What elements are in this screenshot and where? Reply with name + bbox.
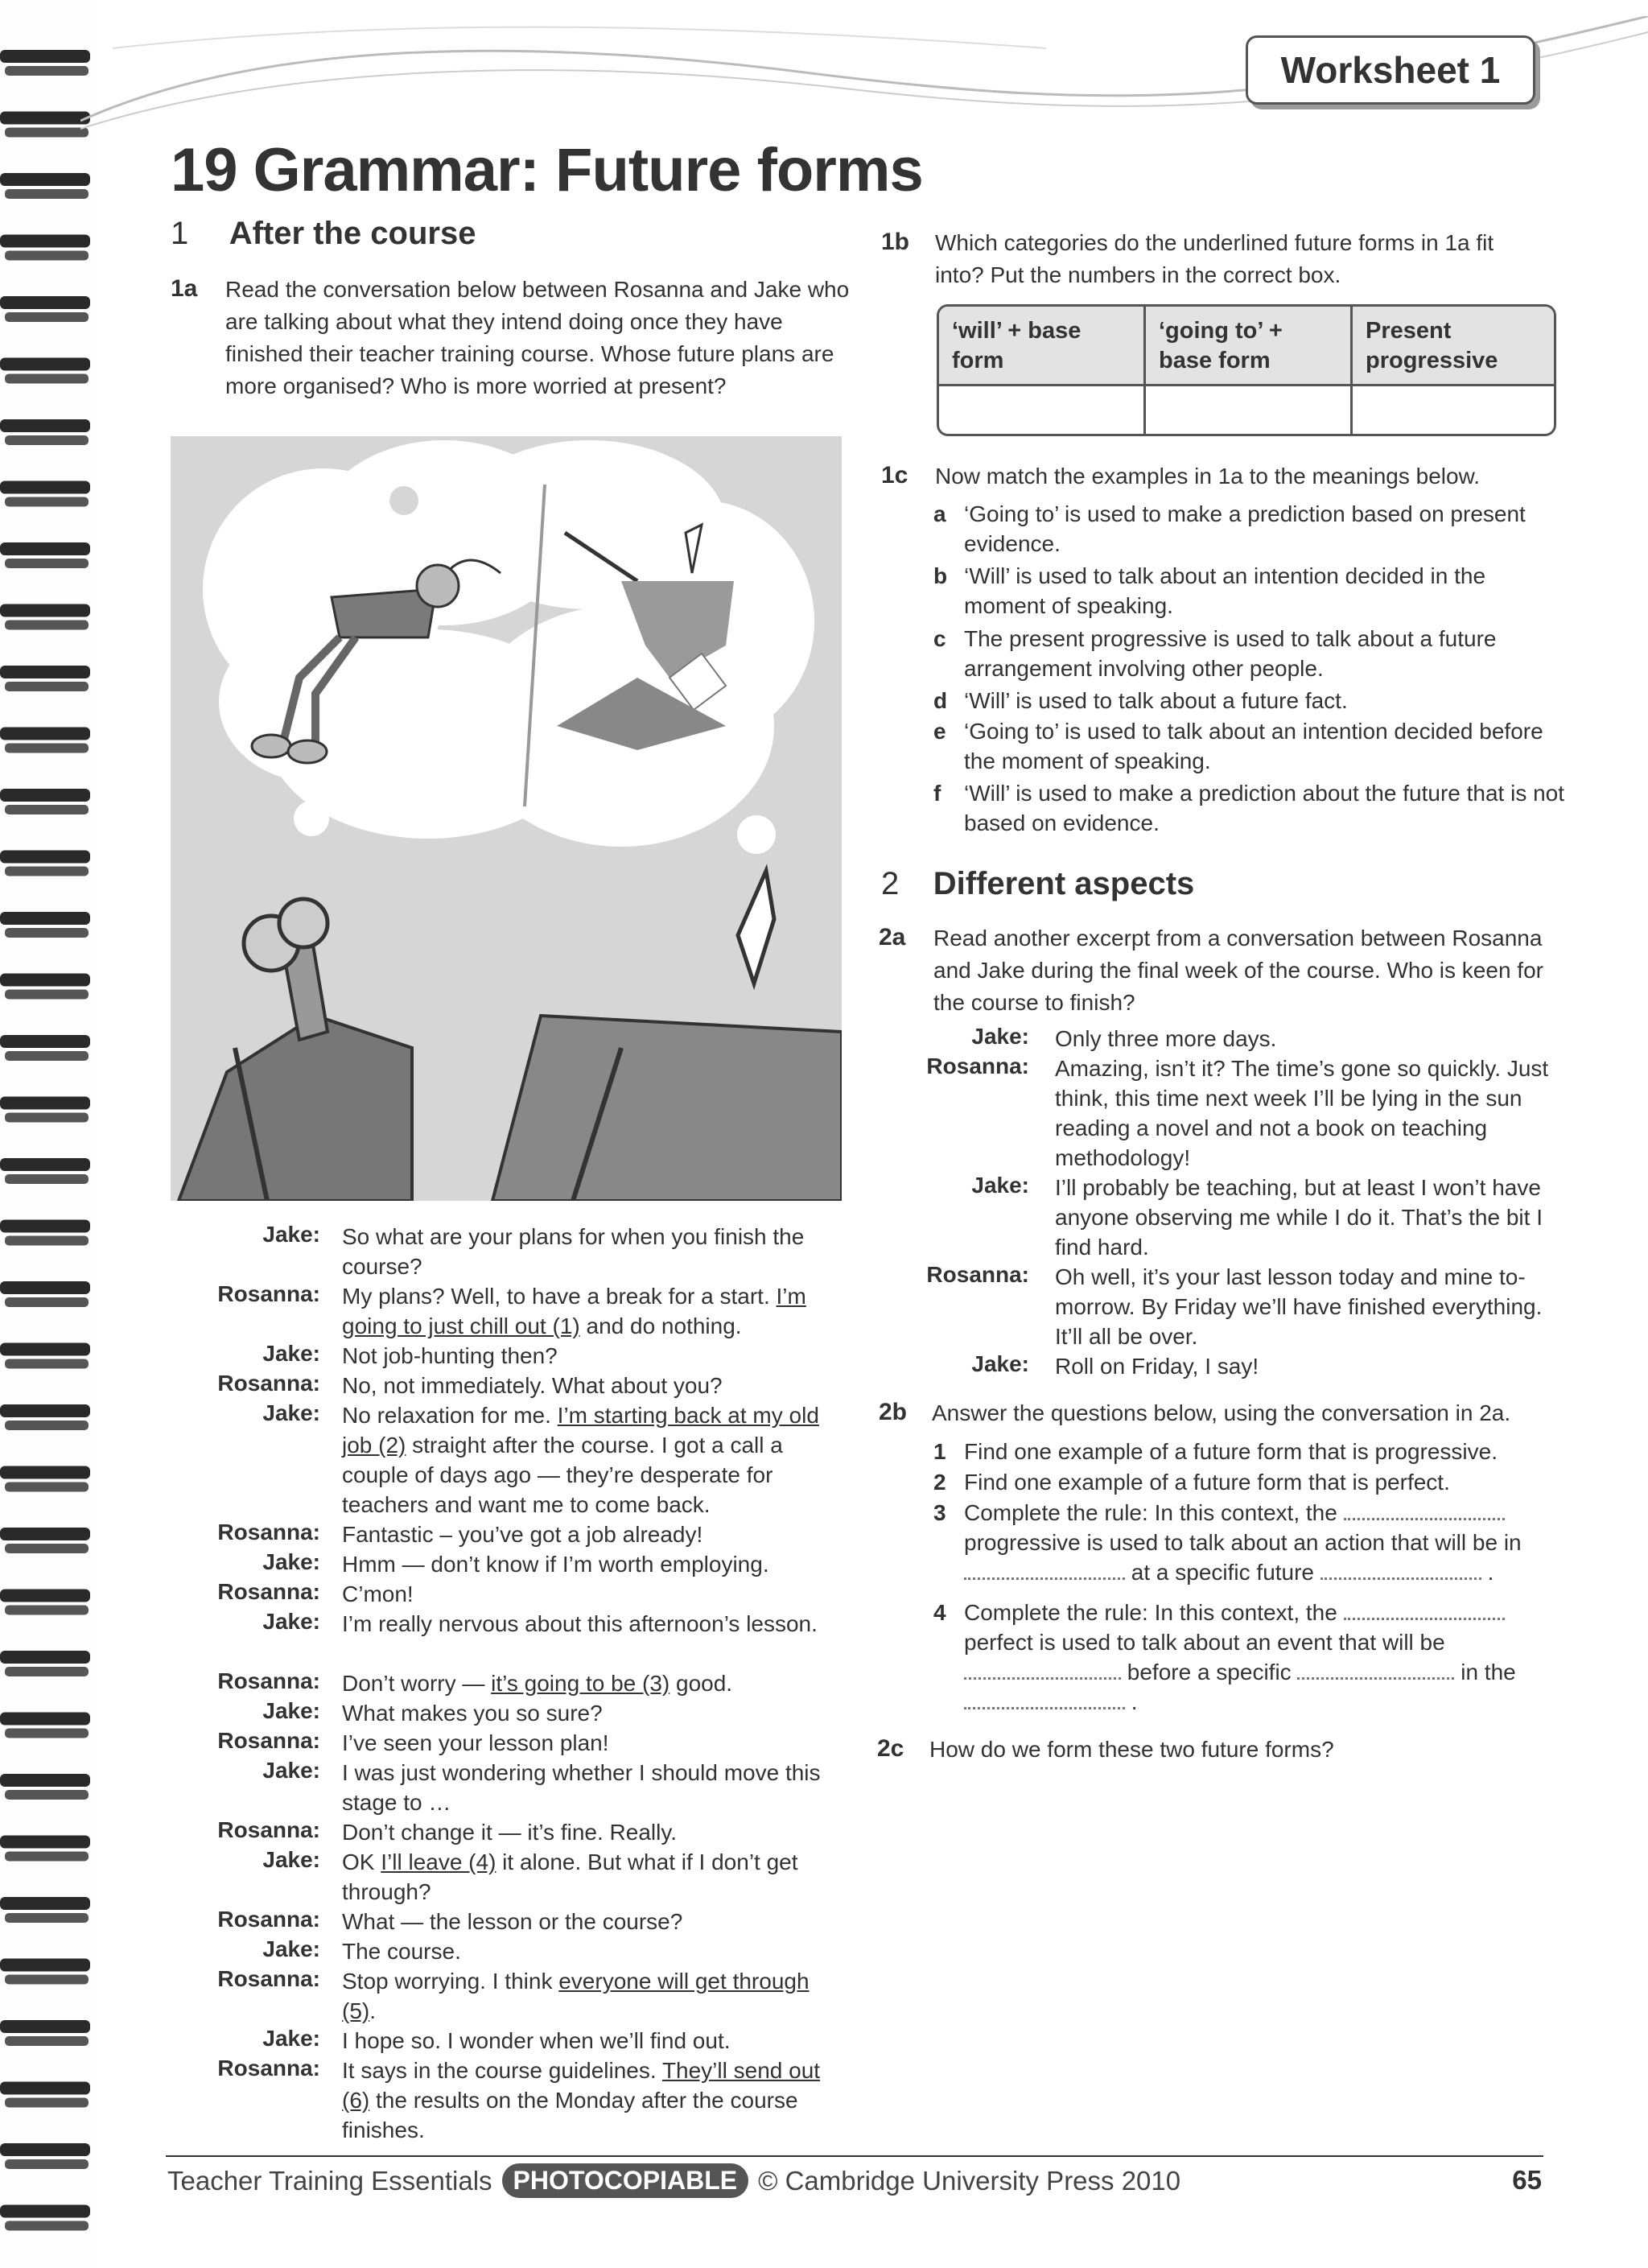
- speaker-name: Rosanna:: [217, 1668, 320, 1693]
- speaker-name: Jake:: [262, 1222, 320, 1247]
- spiral-ring-shadow: [5, 621, 89, 630]
- meaning-text: ‘Going to’ is used to make a prediction based on present evidence.: [964, 501, 1526, 556]
- speaker-name: Jake:: [262, 1341, 320, 1366]
- dialogue-text: [342, 1668, 839, 1698]
- spiral-ring: [0, 173, 90, 186]
- speaker-name: Rosanna:: [217, 1728, 320, 1753]
- spiral-binding: [0, 0, 97, 2268]
- footer-copyright: © Cambridge University Press 2010: [758, 2165, 1181, 2196]
- spiral-ring: [0, 1651, 90, 1664]
- dialogue-text: I hope so. I wonder when we’ll find out.: [342, 2028, 731, 2053]
- dialogue-text: C’mon!: [342, 1581, 414, 1606]
- spiral-ring: [0, 1836, 90, 1849]
- dialogue-text: So what are your plans for when you finish the course?: [342, 1224, 805, 1279]
- answer-blank[interactable]: [1344, 1499, 1505, 1520]
- spiral-ring-shadow: [5, 2159, 89, 2169]
- spiral-ring-shadow: [5, 1975, 89, 1985]
- page-title: 19 Grammar: Future forms: [171, 136, 923, 204]
- underlined-future-form: I’ll leave (4): [381, 1849, 496, 1874]
- spiral-ring: [0, 1281, 90, 1294]
- spiral-ring: [0, 112, 90, 125]
- underlined-future-form: They’ll send out (6): [342, 2058, 821, 2113]
- spiral-ring: [0, 2082, 90, 2095]
- spiral-ring: [0, 1590, 90, 1602]
- meaning-letter: f: [933, 781, 941, 806]
- q1a-number: 1a: [171, 275, 198, 302]
- spiral-ring-shadow: [5, 1790, 89, 1800]
- section2-number: 2: [881, 866, 900, 901]
- q2b-item-4-part5: .: [1131, 1689, 1138, 1714]
- underlined-future-form: everyone will get through (5): [342, 1969, 810, 2023]
- dialogue-text: Fantastic – you’ve got a job already!: [342, 1522, 703, 1547]
- dialogue-text: [342, 1847, 839, 1907]
- dialogue-text: The course.: [342, 1939, 461, 1964]
- spiral-ring-shadow: [5, 990, 89, 1000]
- speaker-name: Jake:: [262, 1698, 320, 1723]
- q2b-item-3-part2: progressive is used to talk about an action that will be in: [964, 1530, 1522, 1555]
- spiral-ring-shadow: [5, 128, 89, 138]
- section1-title: After the course: [229, 216, 476, 251]
- spiral-ring: [0, 604, 90, 617]
- spiral-ring-shadow: [5, 1913, 89, 1923]
- table-column-present-progressive: [1353, 307, 1554, 434]
- dialogue-text: Only three more days.: [1055, 1026, 1277, 1051]
- spiral-ring: [0, 1713, 90, 1726]
- q2b-item-2-text: Find one example of a future form that is perfect.: [964, 1470, 1450, 1495]
- dialogue-text: [342, 1966, 839, 2026]
- spiral-ring: [0, 666, 90, 678]
- speaker-name: Rosanna:: [217, 1281, 320, 1306]
- spiral-ring: [0, 1343, 90, 1356]
- spiral-ring: [0, 1220, 90, 1233]
- spiral-ring: [0, 2205, 90, 2218]
- meaning-text: The present progressive is used to talk about a future arrangement involving other people.: [964, 626, 1497, 681]
- q2b-item-3-part3: at a specific future: [1131, 1560, 1315, 1585]
- q2a-text: Read another excerpt from a conversation between Rosanna and Jake during the final week of the course. Who is keen for the course to finish?: [933, 926, 1543, 1015]
- meaning-letter: e: [933, 719, 946, 744]
- q2b-item-2-number: 2: [933, 1470, 946, 1495]
- meaning-letter: c: [933, 626, 946, 651]
- spiral-ring-shadow: [5, 1297, 89, 1307]
- q2b-item-4-part2: perfect is used to talk about an event that will be: [964, 1630, 1445, 1655]
- spiral-ring: [0, 2020, 90, 2033]
- spiral-ring: [0, 235, 90, 248]
- q2a-number: 2a: [879, 924, 906, 950]
- dialogue-text-part: Don’t worry —: [342, 1671, 492, 1696]
- dialogue-text: [342, 1281, 839, 1341]
- spiral-ring-shadow: [5, 682, 89, 691]
- spiral-ring: [0, 1097, 90, 1110]
- dialogue-text: [342, 2056, 839, 2145]
- spiral-ring-shadow: [5, 1852, 89, 1862]
- meaning-letter: d: [933, 688, 948, 713]
- spiral-ring-shadow: [5, 559, 89, 568]
- table-header-will: ‘will’ + base form: [952, 318, 1082, 373]
- speaker-name: Rosanna:: [217, 2056, 320, 2080]
- speaker-name: Jake:: [971, 1024, 1029, 1049]
- underlined-future-form: I’m going to just chill out (1): [342, 1284, 806, 1338]
- dialogue-text: Hmm — don’t know if I’m worth employing.: [342, 1552, 769, 1577]
- spiral-ring-shadow: [5, 2036, 89, 2046]
- speaker-name: Rosanna:: [217, 1579, 320, 1604]
- spiral-ring: [0, 1035, 90, 1048]
- q2b-item-4-part3: before a specific: [1127, 1660, 1292, 1685]
- spiral-ring: [0, 2143, 90, 2156]
- spiral-ring: [0, 1959, 90, 1972]
- spiral-ring: [0, 1404, 90, 1417]
- dialogue-text-part: OK: [342, 1849, 381, 1874]
- meaning-letter: b: [933, 563, 948, 588]
- table-header-present-progressive: Present progressive: [1366, 318, 1498, 373]
- spiral-ring: [0, 481, 90, 494]
- underlined-future-form: I’m starting back at my old job (2): [342, 1403, 819, 1458]
- speaker-name: Rosanna:: [217, 1907, 320, 1932]
- spiral-ring: [0, 789, 90, 802]
- spiral-ring-shadow: [5, 1236, 89, 1246]
- q1c-text: Now match the examples in 1a to the meanings below.: [935, 464, 1481, 489]
- spiral-ring-shadow: [5, 1729, 89, 1738]
- spiral-ring-shadow: [5, 1174, 89, 1184]
- underlined-future-form: it’s going to be (3): [491, 1671, 670, 1696]
- meaning-text: ‘Will’ is used to talk about a future fact.: [964, 688, 1348, 713]
- q2b-item-3-part1: Complete the rule: In this context, the: [964, 1500, 1337, 1525]
- section2-heading: [881, 866, 1194, 902]
- meaning-text: ‘Will’ is used to make a prediction about the future that is not based on evidence.: [964, 781, 1565, 835]
- spiral-ring: [0, 851, 90, 864]
- spiral-ring: [0, 974, 90, 987]
- dialogue-text: Oh well, it’s your last lesson today and mine to-morrow. By Friday we’ll have finished everything. It’ll all be over.: [1055, 1264, 1543, 1349]
- dialogue-text-part: Stop worrying. I think: [342, 1969, 559, 1994]
- dialogue-text-part: good.: [670, 1671, 733, 1696]
- footer: [167, 2163, 1180, 2198]
- dialogue-text-part: the results on the Monday after the course finishes.: [342, 2088, 798, 2142]
- dialogue-text-part: It says in the course guidelines.: [342, 2058, 662, 2083]
- spiral-ring-shadow: [5, 435, 89, 445]
- spiral-ring-shadow: [5, 312, 89, 322]
- spiral-ring: [0, 358, 90, 371]
- table-column-will: [939, 307, 1146, 434]
- footer-book-title: Teacher Training Essentials: [167, 2165, 492, 2196]
- speaker-name: Rosanna:: [217, 1371, 320, 1396]
- section1-number: 1: [171, 216, 189, 251]
- q1c-number: 1c: [881, 462, 908, 489]
- dialogue-text: What — the lesson or the course?: [342, 1909, 683, 1934]
- dialogue-text: What makes you so sure?: [342, 1701, 603, 1726]
- dialogue-text: I’ll probably be teaching, but at least I won’t have anyone observing me while I do it. That’s the bit I find hard.: [1055, 1175, 1543, 1260]
- dialogue-text: [342, 1400, 839, 1520]
- dialogue-text-part: .: [369, 1998, 377, 2023]
- spiral-ring: [0, 1466, 90, 1479]
- spiral-ring-shadow: [5, 1051, 89, 1061]
- speaker-name: Jake:: [262, 1758, 320, 1783]
- spiral-ring-shadow: [5, 251, 89, 261]
- speaker-name: Rosanna:: [217, 1966, 320, 1991]
- spiral-ring-shadow: [5, 1544, 89, 1553]
- spiral-ring: [0, 1158, 90, 1171]
- q2b-item-3-text: [964, 1498, 1568, 1587]
- spiral-ring: [0, 1528, 90, 1540]
- speaker-name: Jake:: [262, 1936, 320, 1961]
- spiral-ring-shadow: [5, 1359, 89, 1369]
- speaker-name: Rosanna:: [926, 1262, 1029, 1287]
- speaker-name: Rosanna:: [926, 1054, 1029, 1078]
- photocopiable-badge: PHOTOCOPIABLE: [502, 2163, 749, 2198]
- spiral-ring-shadow: [5, 1482, 89, 1492]
- footer-rule: [166, 2155, 1543, 2157]
- dialogue-text-part: No relaxation for me.: [342, 1403, 558, 1428]
- dialogue-text: I’m really nervous about this afternoon’s lesson.: [342, 1611, 818, 1636]
- spiral-ring-shadow: [5, 189, 89, 199]
- dialogue-text: Don’t change it — it’s fine. Really.: [342, 1820, 678, 1845]
- worksheet-tab: Worksheet 1: [1246, 35, 1535, 105]
- spiral-ring-shadow: [5, 2098, 89, 2108]
- answer-blank[interactable]: [964, 1558, 1125, 1580]
- q2b-item-1-number: 1: [933, 1439, 946, 1464]
- dialogue-text: No, not immediately. What about you?: [342, 1373, 723, 1398]
- page-number: 65: [1512, 2165, 1542, 2195]
- meaning-text: ‘Going to’ is used to talk about an intention decided before the moment of speaking.: [964, 719, 1543, 773]
- q1b-text: Which categories do the underlined future forms in 1a fit into? Put the numbers in the correct box.: [935, 230, 1494, 287]
- meaning-text: ‘Will’ is used to talk about an intention decided in the moment of speaking.: [964, 563, 1486, 618]
- spiral-ring: [0, 50, 90, 63]
- spiral-ring: [0, 542, 90, 555]
- speaker-name: Jake:: [262, 1549, 320, 1574]
- section1-heading: [171, 216, 476, 252]
- spiral-ring-shadow: [5, 1113, 89, 1123]
- section2-title: Different aspects: [933, 866, 1195, 901]
- dialogue-text: Amazing, isn’t it? The time’s gone so quickly. Just think, this time next week I’ll be lying in the sun reading a novel and not a book on teaching methodology!: [1055, 1056, 1549, 1170]
- dialogue-text: Not job-hunting then?: [342, 1343, 558, 1368]
- spiral-ring-shadow: [5, 744, 89, 753]
- answer-blank[interactable]: [964, 1688, 1125, 1709]
- q2b-item-1-text: Find one example of a future form that is progressive.: [964, 1439, 1498, 1464]
- dialogue-text-part: My plans? Well, to have a break for a start.: [342, 1284, 777, 1309]
- spiral-ring-shadow: [5, 497, 89, 507]
- answer-blank[interactable]: [1320, 1558, 1481, 1580]
- dialogue-text-part: and do nothing.: [579, 1313, 742, 1338]
- spiral-ring: [0, 1897, 90, 1910]
- q1a-text: Read the conversation below between Rosanna and Jake who are talking about what they intend doing once they have finished their teacher training course. Whose future plans are more organised? Who is more worried at present?: [225, 277, 850, 398]
- q2c-text: How do we form these two future forms?: [929, 1737, 1334, 1762]
- speaker-name: Jake:: [262, 2026, 320, 2051]
- dialogue-text: I’ve seen your lesson plan!: [342, 1730, 609, 1755]
- speaker-name: Rosanna:: [217, 1817, 320, 1842]
- q2c-number: 2c: [877, 1735, 904, 1762]
- q2b-item-4-part4: in the: [1461, 1660, 1516, 1685]
- speaker-name: Rosanna:: [217, 1520, 320, 1544]
- q2b-item-4-text: [964, 1598, 1568, 1717]
- table-header-going-to: ‘going to’ + base form: [1159, 318, 1283, 373]
- spiral-ring: [0, 419, 90, 432]
- q1b-number: 1b: [881, 229, 910, 255]
- spiral-ring-shadow: [5, 66, 89, 76]
- spiral-ring: [0, 1774, 90, 1787]
- spiral-ring-shadow: [5, 928, 89, 938]
- thought-bubble-illustration: [171, 436, 842, 1201]
- spiral-ring-shadow: [5, 1606, 89, 1615]
- answer-blank[interactable]: [1344, 1598, 1505, 1620]
- speaker-name: Jake:: [262, 1609, 320, 1634]
- spiral-ring-shadow: [5, 1421, 89, 1430]
- speaker-name: Jake:: [262, 1400, 320, 1425]
- answer-blank[interactable]: [964, 1658, 1121, 1680]
- spiral-ring-shadow: [5, 2221, 89, 2231]
- q2b-item-3-number: 3: [933, 1500, 946, 1525]
- spiral-ring-shadow: [5, 867, 89, 876]
- categories-table: [937, 304, 1556, 436]
- speaker-name: Jake:: [262, 1847, 320, 1872]
- q2b-item-4-number: 4: [933, 1600, 946, 1625]
- q2b-number: 2b: [879, 1399, 908, 1425]
- q2b-item-3-part4: .: [1487, 1560, 1494, 1585]
- speaker-name: Jake:: [971, 1173, 1029, 1198]
- q2b-item-4-part1: Complete the rule: In this context, the: [964, 1600, 1337, 1625]
- spiral-ring: [0, 912, 90, 925]
- answer-blank[interactable]: [1297, 1658, 1454, 1680]
- spiral-ring: [0, 728, 90, 740]
- spiral-ring-shadow: [5, 374, 89, 384]
- spiral-ring: [0, 296, 90, 309]
- spiral-ring-shadow: [5, 805, 89, 814]
- dialogue-text: I was just wondering whether I should move this stage to …: [342, 1760, 821, 1815]
- meaning-letter: a: [933, 501, 946, 526]
- q2b-text: Answer the questions below, using the conversation in 2a.: [932, 1400, 1511, 1425]
- dialogue-text-part: straight after the course. I got a call a couple of days ago — they’re desperate for teachers and want me to come back.: [342, 1433, 783, 1517]
- dialogue-text-part: it alone. But what if I don’t get through?: [342, 1849, 798, 1904]
- dialogue-text: Roll on Friday, I say!: [1055, 1354, 1259, 1379]
- spiral-ring-shadow: [5, 1667, 89, 1676]
- table-column-going-to: [1146, 307, 1353, 434]
- speaker-name: Jake:: [971, 1351, 1029, 1376]
